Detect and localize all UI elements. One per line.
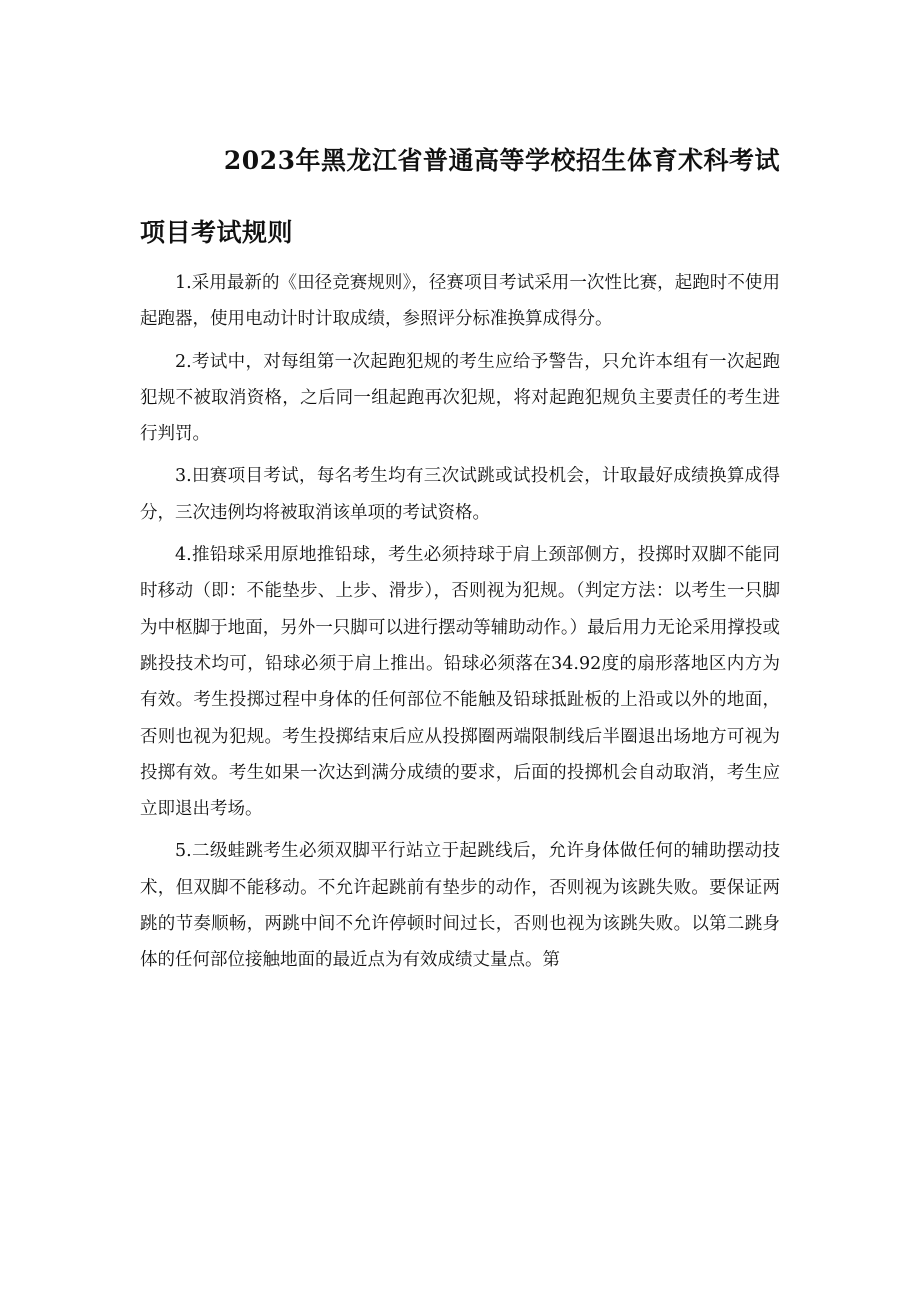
document-body	[140, 265, 780, 985]
rule-paragraph-3: 3.田赛项目考试，每名考生均有三次试跳或试投机会，计取最好成绩换算成得分，三次违例均将被取消该单项的考试资格。	[140, 466, 780, 523]
rule-paragraph-2: 2.考试中，对每组第一次起跑犯规的考生应给予警告，只允许本组有一次起跑犯规不被取消资格，之后同一组起跑再次犯规，将对起跑犯规负主要责任的考生进行判罚。	[140, 351, 780, 445]
rule-paragraph-1: 1.采用最新的《田径竞赛规则》，径赛项目考试采用一次性比赛，起跑时不使用起跑器，使用电动计时计取成绩，参照评分标准换算成得分。	[140, 273, 780, 330]
document-title: 2023年黑龙江省普通高等学校招生体育术科考试	[223, 146, 780, 175]
document-subtitle: 项目考试规则	[140, 218, 294, 247]
rule-paragraph-4: 4.推铅球采用原地推铅球，考生必须持球于肩上颈部侧方，投掷时双脚不能同时移动（即：不能垫步、上步、滑步），否则视为犯规。（判定方法：以考生一只脚为中枢脚于地面，另外一只脚可以进行摆动等辅助动作。）最后用力无论采用撑投或跳投技术均可，铅球必须于肩上推出。铅球必须落在34.92度的扇形落地区内方为有效。考生投掷过程中身体的任何部位不能触及铅球抵趾板的上沿或以外的地面，否则也视为犯规。考生投掷结束后应从投掷圈两端限制线后半圈退出场地方可视为投掷有效。考生如果一次达到满分成绩的要求，后面的投掷机会自动取消，考生应立即退出考场。	[140, 545, 780, 820]
rule-paragraph-5: 5.二级蛙跳考生必须双脚平行站立于起跳线后，允许身体做任何的辅助摆动技术，但双脚不能移动。不允许起跳前有垫步的动作，否则视为该跳失败。要保证两跳的节奏顺畅，两跳中间不允许停顿时间过长，否则也视为该跳失败。以第二跳身体的任何部位接触地面的最近点为有效成绩丈量点。第	[140, 841, 780, 971]
